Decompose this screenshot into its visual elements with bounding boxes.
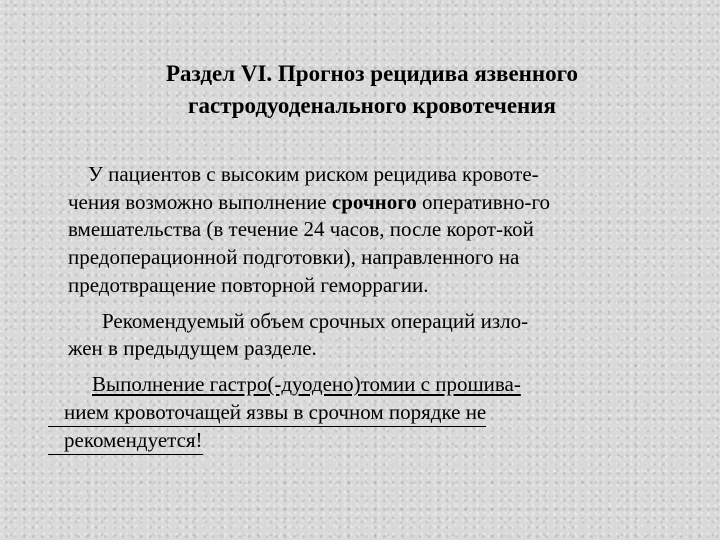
- paragraph-2-line-2: жен в предыдущем разделе.: [68, 336, 317, 360]
- paragraph-1-line-5: предотвращение повторной геморрагии.: [68, 273, 429, 297]
- paragraph-1-line-2: [68, 188, 550, 216]
- paragraph-1-line-4: предоперационной подготовки), направленного на: [68, 245, 520, 269]
- paragraph-1-line-1: У пациентов с высоким риском рецидива кровоте-: [88, 162, 539, 186]
- paragraph-1-line-2-text-b: оперативно-го: [416, 190, 551, 214]
- paragraph-1-line-3: вмешательства (в течение 24 часов, после корот-кой: [68, 217, 534, 241]
- paragraph-1-emphasis-urgent: срочного: [331, 190, 417, 214]
- paragraph-2-line-1: Рекомендуемый объем срочных операций изло-: [102, 309, 529, 333]
- paragraph-1-line-2-text-a: чения возможно выполнение: [68, 190, 332, 214]
- slide-title-line-1: Раздел VI. Прогноз рецидива язвенного: [165, 61, 579, 86]
- paragraph-3-line-2: нием кровоточащей язвы в срочном порядке не: [48, 398, 486, 427]
- paragraph-3-line-1: Выполнение гастро(-дуодено)томии с прошива-: [92, 372, 521, 396]
- paragraph-3-line-3: рекомендуется!: [48, 426, 203, 455]
- slide-title-line-2: гастродуоденального кровотечения: [188, 93, 556, 118]
